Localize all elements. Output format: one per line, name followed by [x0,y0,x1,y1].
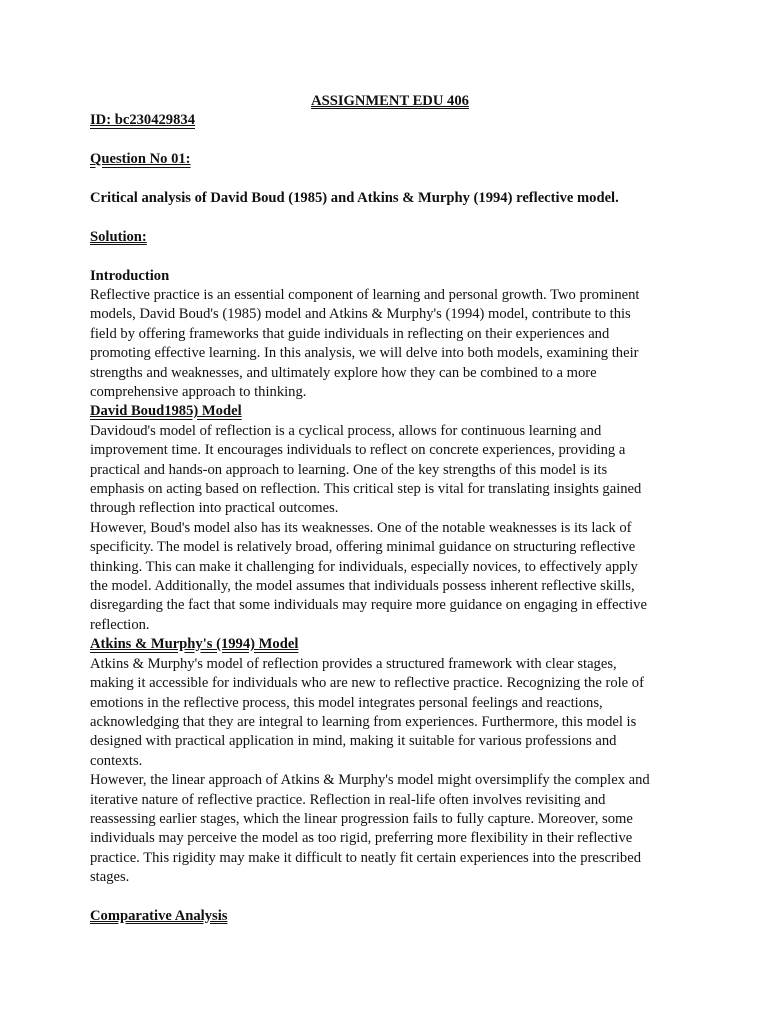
document-title: ASSIGNMENT EDU 406 [311,93,469,109]
text-line: practice. This rigidity may make it difficult to neatly fit certain experiences into the prescribed [90,849,641,866]
boud-paragraph-1 [90,422,690,519]
document-page [90,92,690,926]
spacer [90,131,690,150]
text-line: improvement time. It encourages individuals to reflect on concrete experiences, providing a [90,442,626,459]
text-line: Davidoud's model of reflection is a cyclical process, allows for continuous learning and [90,422,602,439]
section-heading-comparative-analysis: Comparative Analysis [90,907,228,924]
text-line: strengths and weaknesses, and ultimately explore how they can be combined to a more [90,364,597,381]
introduction-paragraph [90,286,690,402]
text-line: specificity. The model is relatively broad, offering minimal guidance on structuring reflective [90,539,636,556]
text-line: individuals may perceive the model as too rigid, preferring more flexibility in their reflective [90,830,633,847]
text-line: comprehensive approach to thinking. [90,384,307,401]
text-line: acknowledging that they are integral to learning from experiences. Furthermore, this model is [90,713,637,730]
text-line: through reflection into practical outcomes. [90,500,339,517]
text-line: field by offering frameworks that guide individuals in reflecting on their experiences and [90,325,610,342]
spacer [90,170,690,189]
text-line: Atkins & Murphy's model of reflection provides a structured framework with clear stages, [90,655,617,672]
text-line: Reflective practice is an essential component of learning and personal growth. Two prominent [90,286,640,303]
boud-paragraph-2 [90,519,690,635]
spacer [90,888,690,907]
text-line: contexts. [90,752,143,769]
text-line: emphasis on acting based on reflection. This critical step is vital for translating insights gained [90,481,642,498]
text-line: practical and hands-on approach to learning. One of the key strengths of this model is its [90,461,608,478]
question-label: Question No 01: [90,151,191,168]
atkins-paragraph-1 [90,655,690,771]
text-line: iterative nature of reflective practice. Reflection in real-life often involves revisiting and [90,791,606,808]
spacer [90,208,690,227]
section-heading-introduction: Introduction [90,267,170,284]
atkins-paragraph-2 [90,771,690,887]
text-line: making it accessible for individuals who are new to reflective practice. Recognizing the role of [90,675,644,692]
section-heading-boud: David Boud1985) Model [90,403,242,420]
text-line: designed with practical application in mind, making it suitable for various professions and [90,733,617,750]
text-line: promoting effective learning. In this analysis, we will delve into both models, examining their [90,345,639,362]
student-id: ID: bc230429834 [90,112,195,129]
text-line: models, David Boud's (1985) model and Atkins & Murphy's (1994) model, contribute to this [90,306,631,323]
question-text: Critical analysis of David Boud (1985) and Atkins & Murphy (1994) reflective model. [90,189,619,206]
spacer [90,247,690,266]
text-line: emotions in the reflective process, this model integrates personal feelings and reactions, [90,694,603,711]
text-line: thinking. This can make it challenging for individuals, especially novices, to effectively apply [90,558,638,575]
section-heading-atkins-murphy: Atkins & Murphy's (1994) Model [90,636,299,653]
text-line: disregarding the fact that some individuals may require more guidance on engaging in effective [90,597,647,614]
text-line: However, Boud's model also has its weaknesses. One of the notable weaknesses is its lack of [90,519,632,536]
text-line: However, the linear approach of Atkins & Murphy's model might oversimplify the complex and [90,772,650,789]
solution-label: Solution: [90,228,147,245]
text-line: reflection. [90,616,150,633]
text-line: stages. [90,869,130,886]
text-line: reassessing earlier stages, which the linear progression fails to fully capture. Moreover, some [90,810,633,827]
text-line: the model. Additionally, the model assumes that individuals possess inherent reflective skills, [90,578,635,595]
